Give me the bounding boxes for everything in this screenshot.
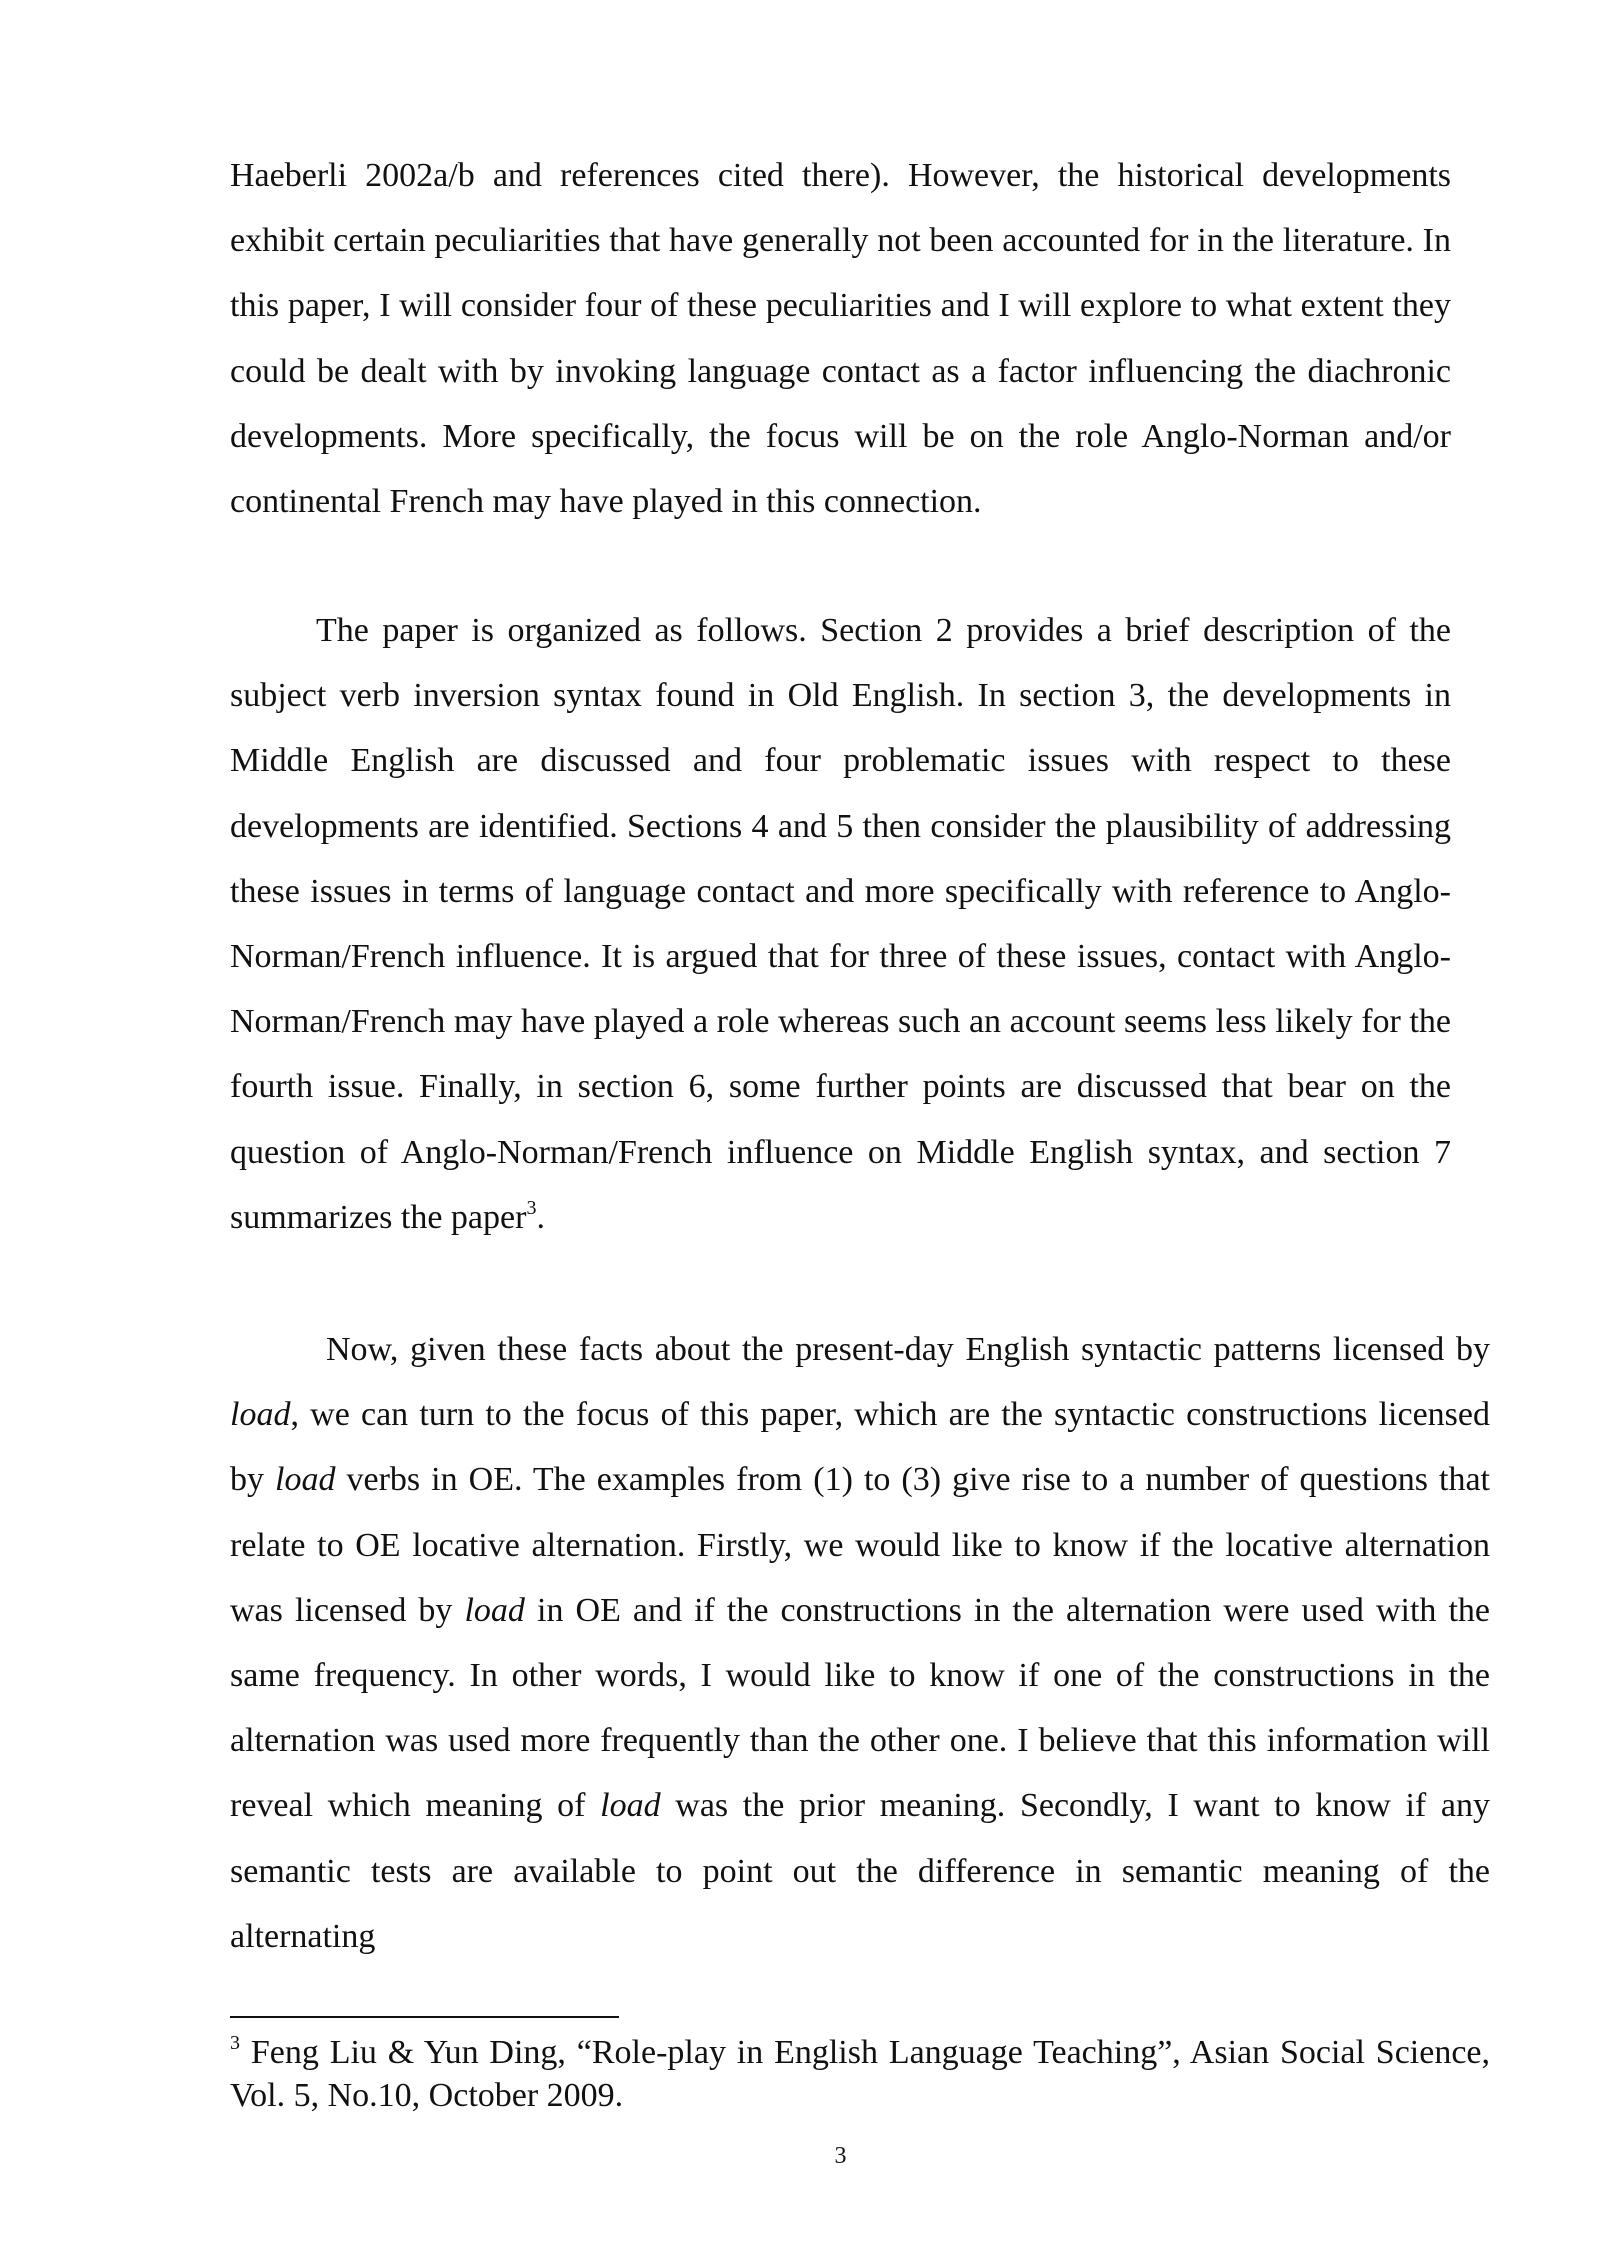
paragraph-2-text: The paper is organized as follows. Section 2 provides a brief description of the subject verb inversion syntax found in Old English. In section 3, the developments in Middle English are discussed and four problematic issues with respect to these developments are identified. Sections 4 and 5 then consider the plausibility of addressing these issues in terms of language contact and more specifically with reference to Anglo-Norman/French influence. It is argued that for three of these issues, contact with Anglo-Norman/French may have played a role whereas such an account seems less likely for the fourth issue. Finally, in section 6, some further points are discussed that bear on the question of Anglo-Norman/French influence on Middle English syntax, and section 7 summarizes the paper — [230, 612, 1451, 1236]
footnote-reference[interactable]: 3 — [526, 1196, 537, 1219]
footnote-separator — [230, 2016, 619, 2018]
paragraph-3-segment-5: was the prior meaning. Secondly, I want to know if any semantic tests are available to point out the difference in semantic meaning of the alternating — [230, 1787, 1490, 1955]
body-paragraph-1 — [230, 143, 1451, 534]
paragraph-3-segment-2: , we can turn to the focus of this paper, which are the syntactic constructions licensed by — [230, 1396, 1490, 1499]
paragraph-3-segment-4: in OE and if the constructions in the alternation were used with the same frequency. In other words, I would like to know if one of the constructions in the alternation was used more frequently than the other one. I believe that this information will reveal which meaning of — [230, 1591, 1490, 1825]
footnote-text: Feng Liu & Yun Ding, “Role-play in English Language Teaching”, Asian Social Science, Vol. 5, No.10, October 2009. — [230, 2034, 1490, 2114]
paragraph-1-text: Haeberli 2002a/b and references cited there). However, the historical developments exhibit certain peculiarities that have generally not been accounted for in the literature. In this paper, I will consider four of these peculiarities and I will explore to what extent they could be dealt with by invoking language contact as a factor influencing the diachronic developments. More specifically, the focus will be on the role Anglo-Norman and/or continental French may have played in this connection. — [230, 157, 1451, 521]
paragraph-3-segment-3: verbs in OE. The examples from (1) to (3) give rise to a number of questions that relate to OE locative alternation. Firstly, we would like to know if the locative alternation was licensed by — [230, 1461, 1490, 1629]
italic-term-load: load — [230, 1396, 291, 1434]
italic-term-load: load — [275, 1461, 336, 1499]
paragraph-2-end: . — [536, 1198, 545, 1236]
italic-term-load: load — [600, 1787, 661, 1825]
page-number: 3 — [834, 2143, 847, 2169]
footnote — [230, 2031, 1490, 2117]
body-paragraph-3 — [230, 1317, 1490, 1969]
body-paragraph-2 — [230, 598, 1451, 1250]
footnote-marker: 3 — [230, 2031, 240, 2054]
paragraph-3-segment-1: Now, given these facts about the present-day English syntactic patterns licensed by — [326, 1331, 1490, 1368]
italic-term-load: load — [464, 1591, 525, 1629]
